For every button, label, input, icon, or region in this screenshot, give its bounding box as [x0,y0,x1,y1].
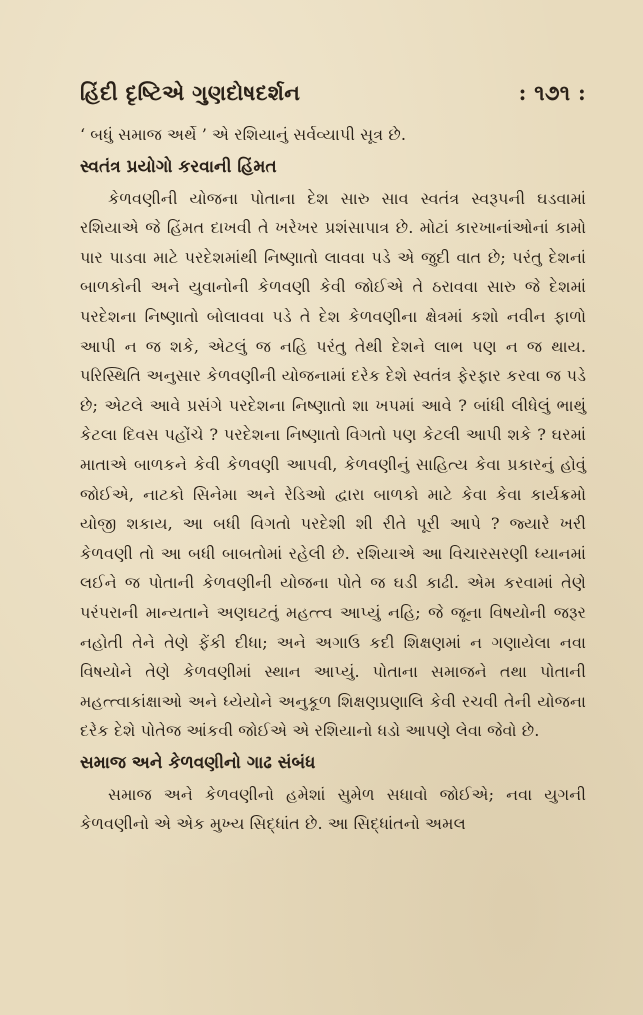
body-paragraph: સમાજ અને કેળવણીનો હમેશાં સુમેળ સધાવો જોઈએ; નવા યુગની કેળવણીનો એ એક મુખ્ય સિદ્ધાંત છે. આ સિદ્ધાંતનો અમલ [80,784,586,834]
page-number: : ૧૭૧ : [518,80,586,105]
page-header [80,80,586,114]
body-paragraph: કેળવણીની યોજના પોતાના દેશ સારુ સાવ સ્વતંત્ર સ્વરૂપની ઘડવામાં રશિયાએ જે હિંમત દાખવી તે ખરેખર પ્રશંસાપાત્ર છે. મોટાં કારખાનાંઓનાં કામો પાર પાડવા માટે પરદેશમાંથી નિષ્ણાતો લાવવા પડે એ જુદી વાત છે; પરંતુ દેશનાં બાળકોની અને યુવાનોની કેળવણી કેવી જોઈએ તે ઠરાવવા સારુ જે દેશમાં પરદેશના નિષ્ણાતો બોલાવવા પડે તે દેશ કેળવણીના ક્ષેત્રમાં કશો નવીન ફાળો આપી ન જ શકે, એટલું જ નહિ પરંતુ તેથી દેશને લાભ પણ ન જ થાય. પરિસ્થિતિ અનુસાર કેળવણીની યોજનામાં દરેક દેશે સ્વતંત્ર ફેરફાર કરવા જ પડે છે; એટલે આવે પ્રસંગે પરદેશના નિષ્ણાતો શા ખપમાં આવે ? બાંધી લીધેલું ભાથું કેટલા દિવસ પહોંચે ? પરદેશના નિષ્ણાતો વિગતો પણ કેટલી આપી શકે ? ઘરમાં માતાએ બાળકને કેવી કેળવણી આપવી, કેળવણીનું સાહિત્ય કેવા પ્રકારનું હોવું જોઈએ, નાટકો સિનેમા અને રેડિઓ દ્વારા બાળકો માટે કેવા કેવા કાર્યક્રમો યોજી શકાય, આ બધી વિગતો પરદેશી શી રીતે પૂરી આપે ? જ્યારે ખરી કેળવણી તો આ બધી બાબતોમાં રહેલી છે. રશિયાએ આ વિચારસરણી ધ્યાનમાં લઈને જ પોતાની કેળવણીની યોજના પોતે જ ઘડી કાઢી. એમ કરવામાં તેણે પરંપરાની માન્યતાને અણઘટતું મહત્ત્વ આપ્યું નહિ; જે જૂના વિષયોની જરૂર નહોતી તેને તેણે ફેંકી દીધા; અને અગાઉ કદી શિક્ષણમાં ન ગણાયેલા નવા વિષયોને તેણે કેળવણીમાં સ્થાન આપ્યું. પોતાના સમાજને તથા પોતાની મહત્ત્વાકાંક્ષાઓ અને ધ્યેયોને અનુકૂળ શિક્ષણપ્રણાલિ કેવી રચવી તેની યોજના દરેક દેશે પોતેજ આંકવી જોઈએ એ રશિયાનો ધડો આપણે લેવા જેવો છે. [80,188,586,741]
page-content [80,120,586,839]
running-title: હિંદી દૃષ્ટિએ ગુણદોષદર્શન [80,80,301,105]
intro-line: ‘ બધું સમાજ અર્થે ’ એ રશિયાનું સર્વવ્યાપી સૂત્ર છે. [80,125,406,144]
section-heading: સ્વતંત્ર પ્રયોગો કરવાની હિંમત [80,156,277,177]
section-heading: સમાજ અને કેળવણીનો ગાઢ સંબંધ [80,752,316,773]
